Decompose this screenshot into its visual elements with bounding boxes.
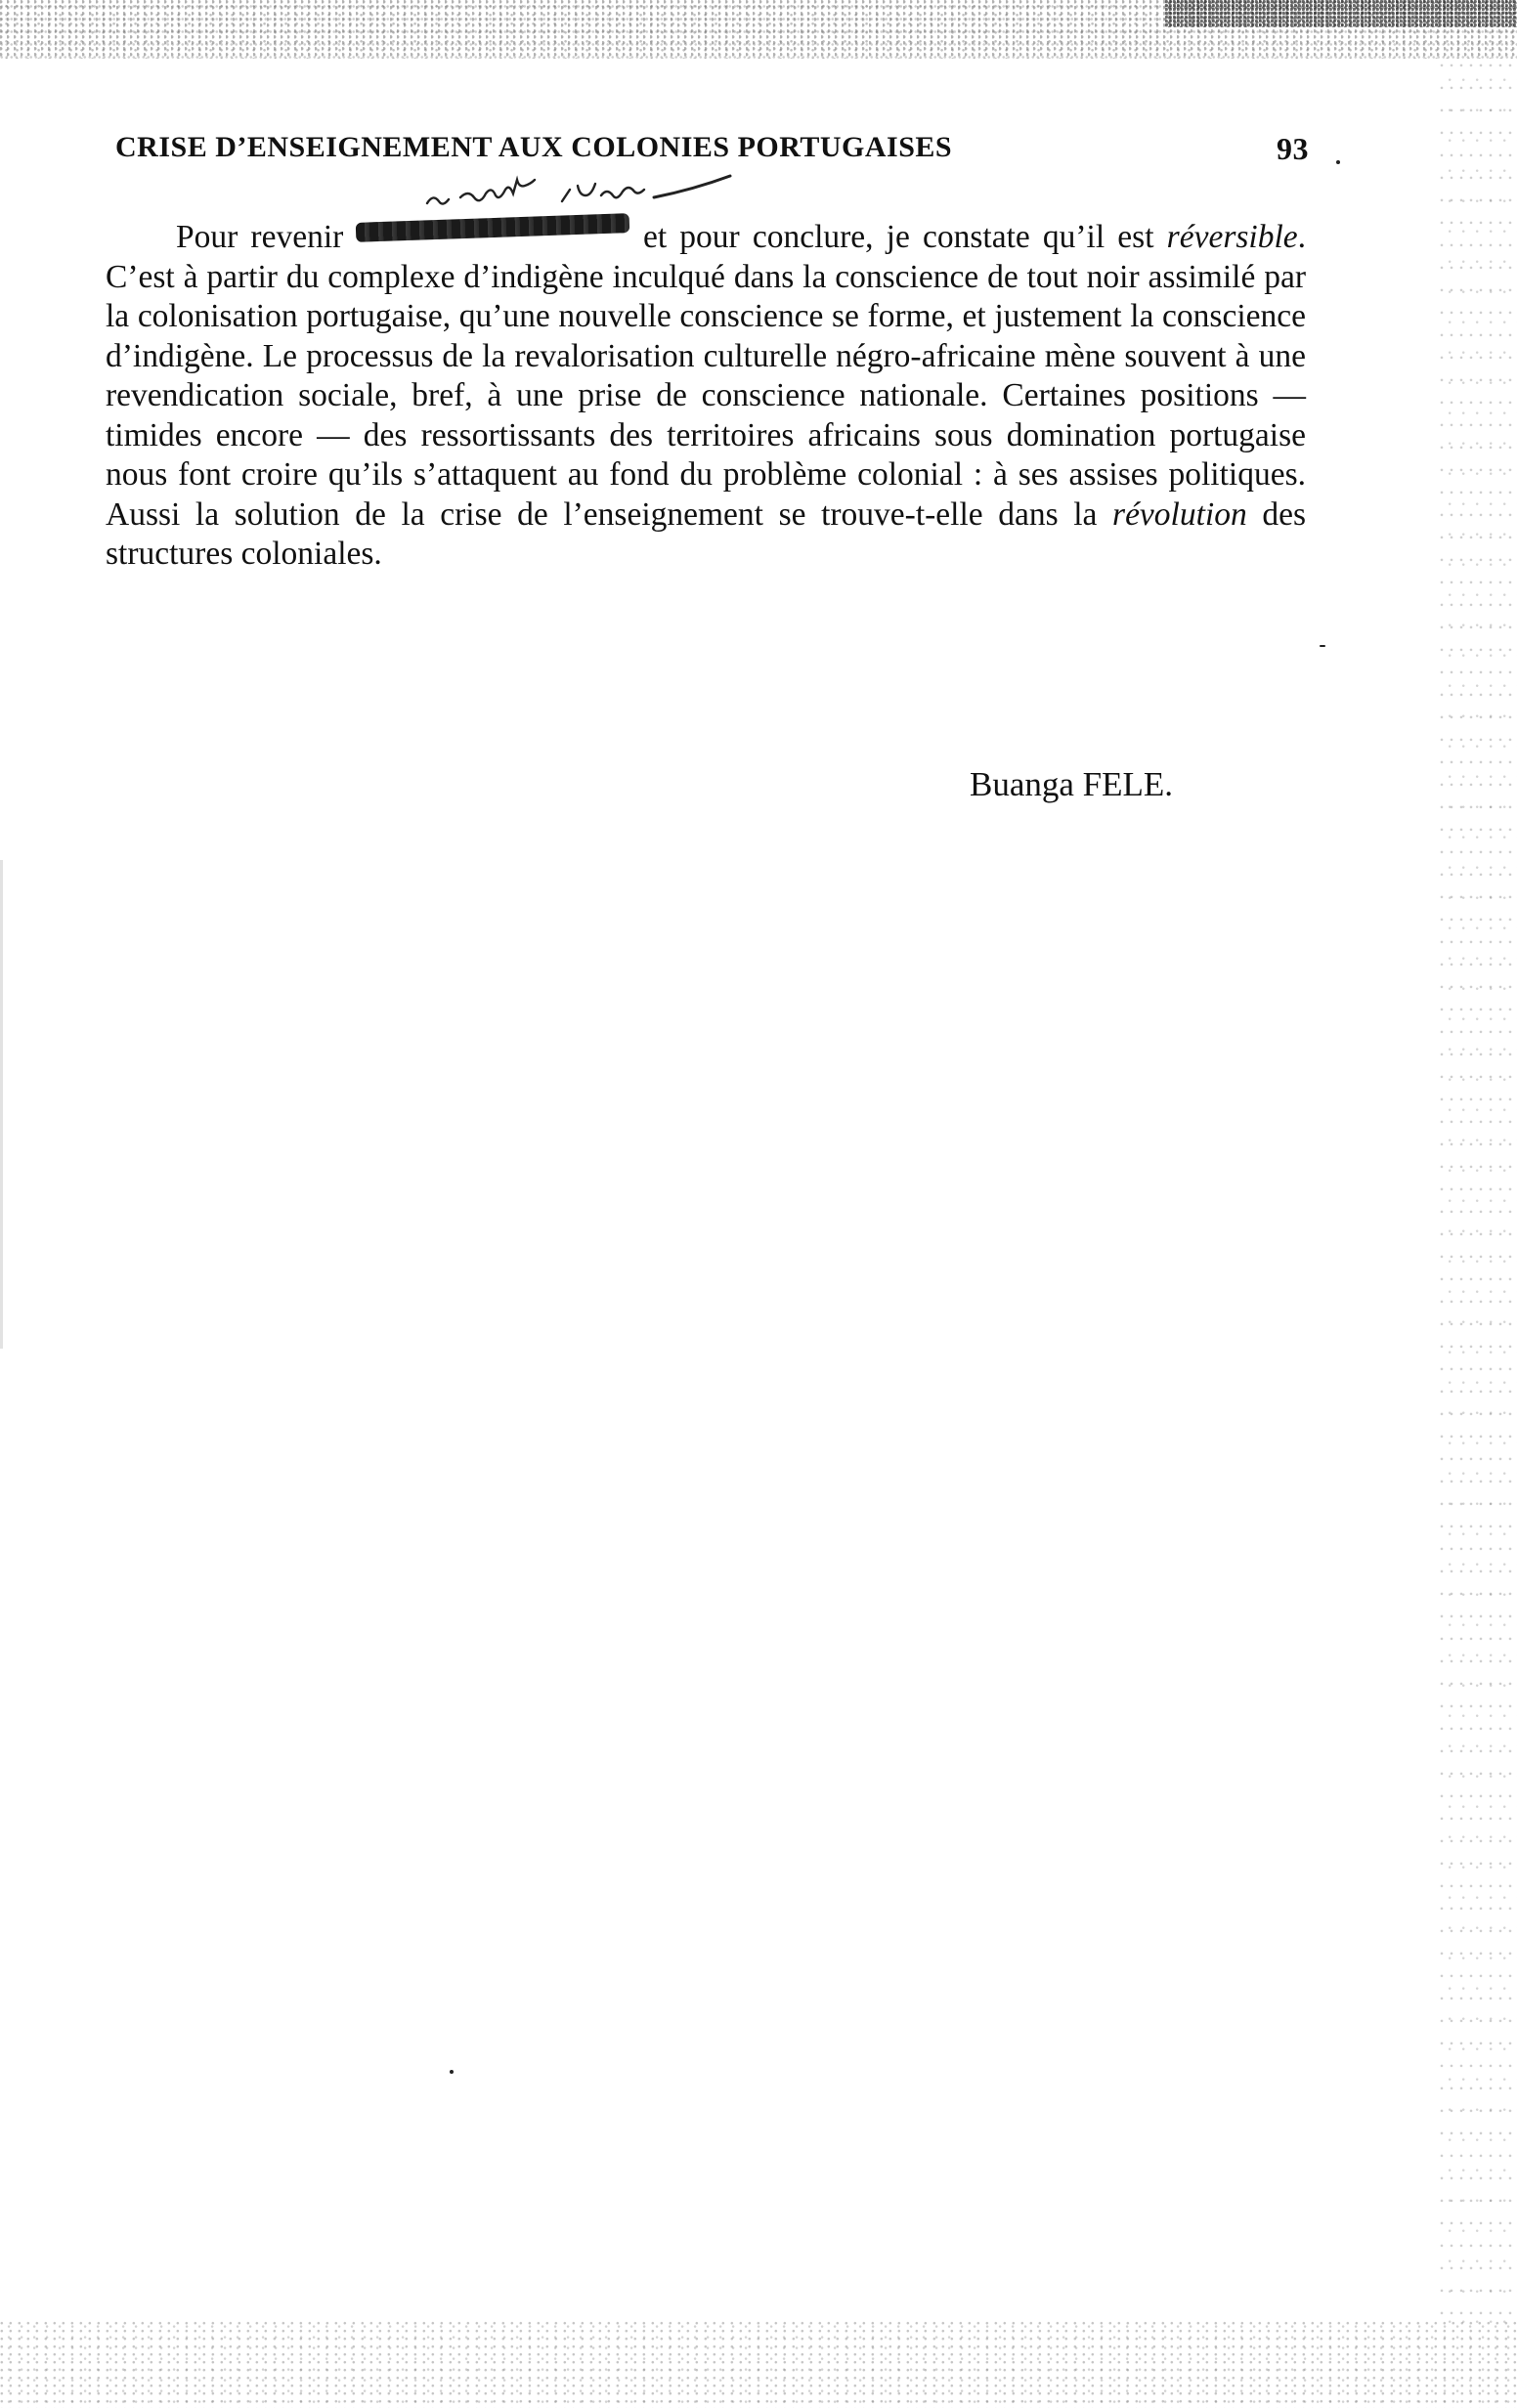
speck [1336, 160, 1340, 164]
article-paragraph [106, 218, 1306, 575]
paragraph-text-c: des structures coloniales. [106, 495, 1306, 572]
running-title: CRISE D’ENSEIGNEMENT AUX COLONIES PORTUGAISES [115, 131, 953, 163]
scan-edge-left [0, 860, 3, 1349]
author-signature: Buanga FELE. [970, 765, 1174, 803]
emphasis-reversible: réversible [1166, 219, 1298, 255]
scan-noise-bottom [0, 2320, 1517, 2408]
paragraph-text-b: . C’est à partir du complexe d’indigène inculqué dans la conscience de tout noir assimilé par la colonisation portugaise, qu’une nouvelle conscience se forme, et justement la conscience d’indigène. Le processus de la revalorisation culturelle négro-africaine mène souvent à une revendication sociale, bref, à une prise de conscience nationale. Certaines positions — timides encore — des ressortissants des territoires africains sous domination portugaise nous font croire qu’ils s’attaquent au fond du problème colonial : à ses assises politiques. Aussi la solution de la crise de l’enseignement se trouve-t-elle dans la [106, 219, 1306, 533]
struck-out-phrase [356, 213, 630, 242]
running-head [115, 131, 1337, 170]
emphasis-revolution: révolution [1112, 495, 1247, 533]
paragraph-text-start: Pour revenir [176, 219, 357, 255]
page-number: 93 [1277, 131, 1309, 166]
scan-noise-right [1439, 59, 1517, 2326]
scan-noise-top-right [1165, 0, 1517, 27]
speck [1320, 645, 1325, 647]
speck [450, 2070, 454, 2074]
paragraph-text-a: et pour conclure, je constate qu’il est [629, 219, 1167, 255]
concluding-paragraph [106, 218, 1306, 575]
